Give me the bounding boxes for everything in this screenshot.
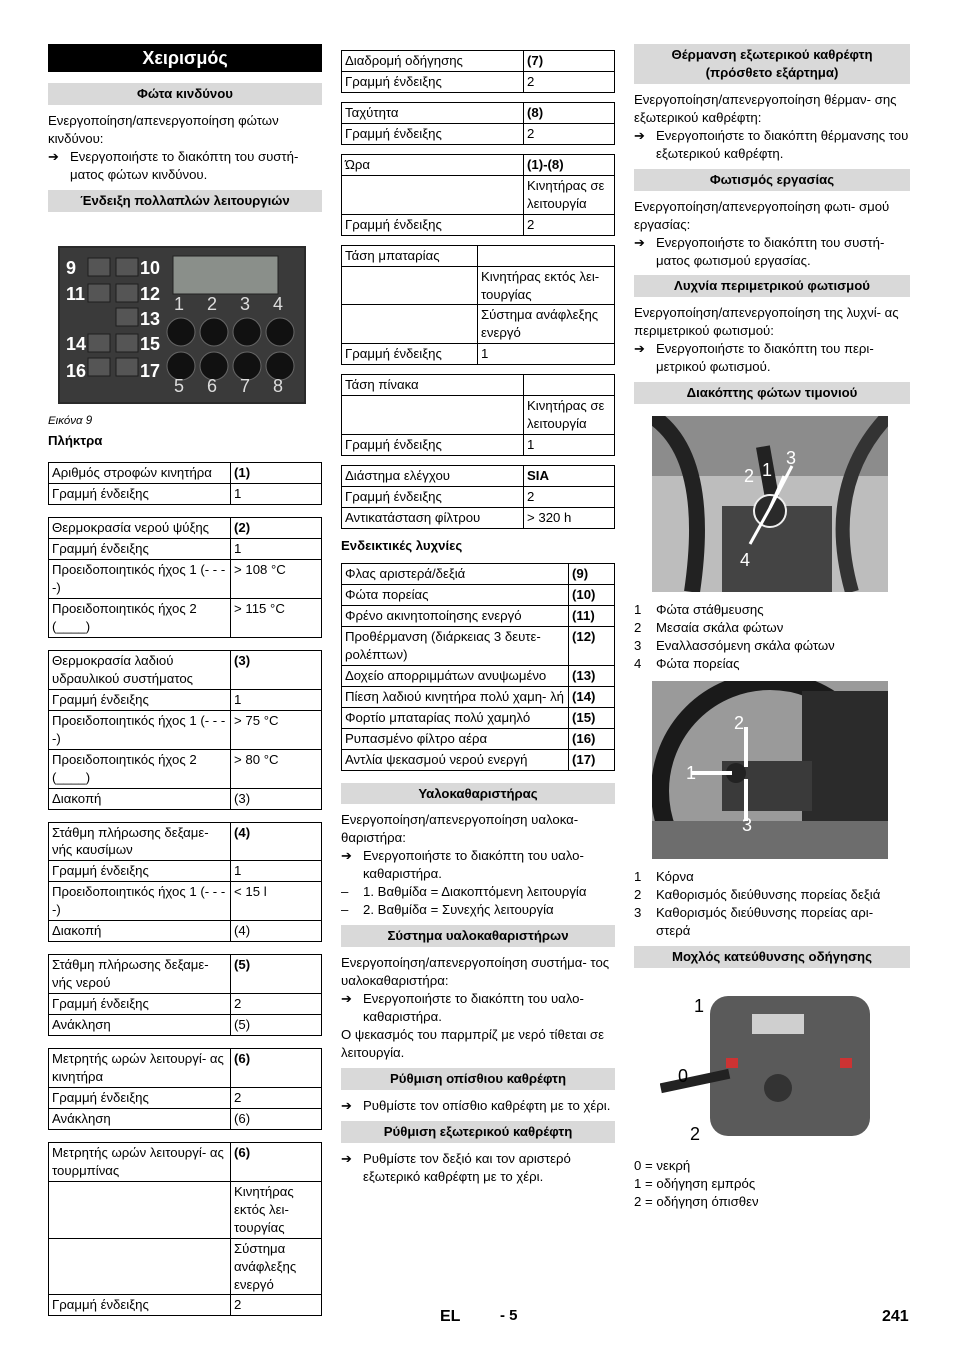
table-row: Φώτα πορείας (10) [342,584,615,605]
table-row: Γραμμή ένδειξης 2 [49,1087,322,1108]
column-3 [634,44,910,1211]
heading-direction-lever: Μοχλός κατεύθυνσης οδήγησης [634,946,910,968]
panel-label: 17 [140,360,161,381]
wiper-step-1: – 1. Βαθμίδα = Διακοπτόμενη λειτουργία [341,884,587,900]
photo-label: 1 [686,762,697,783]
table-row: Γραμμή ένδειξης 2 [342,214,615,235]
list-item: 1 Φώτα στάθμευσης [634,602,764,618]
table-row: Γραμμή ένδειξης 1 [49,484,322,505]
table-row: Θερμοκρασία νερού ψύξης (2) [49,518,322,539]
table-turbine-hours [48,1142,322,1317]
table-row: Προειδοποιητικός ήχος 2 (____) > 80 °C [49,749,322,788]
display-panel-image [48,246,308,404]
table-indicator-lamps [341,563,615,771]
heading-rear-mirror: Ρύθμιση οπίσθιου καθρέφτη [341,1068,615,1090]
direction-lever-image [660,978,880,1148]
arrow-icon: ➔ [634,234,645,250]
table-row: Αντικατάσταση φίλτρου > 320 h [342,508,615,529]
table-row: Προειδοποιητικός ήχος 1 (- - - -) < 15 l [49,882,322,921]
perimeter-text: Ενεργοποίηση/απενεργοποίηση της λυχνί- ας περιμετρικού φωτισμού: [634,305,899,339]
keys-label: Πλήκτρα [48,433,103,449]
panel-label: 3 [240,293,251,314]
table-row: Γραμμή ένδειξης 2 [342,123,615,144]
table-row: Θερμοκρασία λαδιού υδραυλικού συστήματος (3) [49,650,322,689]
table-row: Στάθμη πλήρωσης δεξαμε- νής νερού (5) [49,955,322,994]
table-row: Διαδρομή οδήγησης (7) [342,51,615,72]
arrow-icon: ➔ [341,848,352,864]
table-coolant-temp [48,517,322,638]
table-row: Κινητήρας εκτός λει- τουργίας [342,266,615,305]
table-row: Στάθμη πλήρωσης δεξαμε- νής καυσίμων (4) [49,822,322,861]
arrow-icon: ➔ [341,1097,352,1113]
table-row: Φλας αριστερά/δεξιά (9) [342,563,615,584]
table-service-interval [341,465,615,529]
external-mirror-action: ➔ Ρυθμίστε τον δεξιό και τον αριστερό εξωτερικό καθρέφτη με το χέρι. [341,1150,571,1184]
photo-label: 1 [762,460,773,481]
list-item: 1 Κόρνα [634,868,694,884]
wiper-step-2: – 2. Βαθμίδα = Συνεχής λειτουργία [341,902,554,918]
direction-lever-photo [660,978,910,1153]
panel-label: 13 [140,308,161,329]
arrow-icon: ➔ [341,991,352,1007]
heading-perimeter-lamp: Λυχνία περιμετρικού φωτισμού [634,275,910,297]
heading-steering-light-switch: Διακόπτης φώτων τιμονιού [634,382,910,404]
light-switch-legend [634,601,910,673]
panel-label: 9 [66,257,77,278]
turn-signal-legend [634,868,910,940]
list-item: 3 Εναλλασσόμενη σκάλα φώτων [634,638,835,654]
column-2 [341,38,615,1186]
table-row: Κινητήρας εκτός λει- τουργίας [49,1181,322,1238]
panel-label: 16 [66,360,87,381]
arrow-icon: ➔ [341,1150,352,1166]
light-switch-image [652,416,888,592]
footer-page-number: 241 [882,1308,909,1325]
panel-label: 7 [240,375,251,396]
heating-text: Ενεργοποίηση/απενεργοποίηση θέρμαν- σης εξωτερικού καθρέφτη: [634,91,897,125]
wiper-system-note: Ο ψεκασμός του παρμπρίζ με νερό τίθεται σε λειτουργία. [341,1026,604,1060]
table-row: Διακοπή (4) [49,921,322,942]
table-row: Αντλία ψεκασμού νερού ενεργή (17) [342,749,615,770]
table-row: Ώρα (1)-(8) [342,154,615,175]
rear-mirror-action: ➔ Ρυθμίστε τον οπίσθιο καθρέφτη με το χέρι. [341,1097,611,1113]
lever-forward: 1 = οδήγηση εμπρός [634,1175,756,1191]
panel-label: 8 [273,375,284,396]
panel-label: 15 [140,333,161,354]
photo-label: 2 [734,712,745,733]
table-battery-voltage [341,245,615,366]
table-row: Μετρητής ωρών λειτουργί- ας κινητήρα (6) [49,1049,322,1088]
list-item: 4 Φώτα πορείας [634,656,740,672]
table-engine-speed [48,462,322,505]
table-hydraulic-oil-temp [48,650,322,810]
footer-language: EL [440,1308,461,1325]
figure-caption: Εικόνα 9 [48,414,93,427]
table-row: Σύστημα ανάφλεξης ενεργό [342,305,615,344]
panel-label: 14 [66,333,87,354]
table-row: Ρυπασμένο φίλτρο αέρα (16) [342,728,615,749]
table-row: Τάση πίνακα [342,375,615,396]
steering-switch-photo-2 [652,681,910,864]
panel-label: 11 [66,283,86,304]
photo-label: 2 [690,1123,701,1144]
table-time [341,154,615,236]
panel-label: 1 [174,293,185,314]
lever-neutral: 0 = νεκρή [634,1157,691,1173]
table-row: Προειδοποιητικός ήχος 2 (____) > 115 °C [49,598,322,637]
table-row: Μετρητής ωρών λειτουργί- ας τουρμπίνας (6) [49,1142,322,1181]
arrow-icon: ➔ [48,148,59,164]
table-row: Γραμμή ένδειξης 2 [342,487,615,508]
table-row: Πίεση λαδιού κινητήρα πολύ χαμη- λή (14) [342,686,615,707]
list-item: 2 Καθορισμός διεύθυνσης πορείας δεξιά [634,886,881,902]
heading-mirror-heating: Θέρμανση εξωτερικού καθρέφτη (πρόσθετο εξάρτημα) [634,44,910,84]
table-row: Προειδοποιητικός ήχος 1 (- - - -) > 75 °C [49,710,322,749]
heading-external-mirror: Ρύθμιση εξωτερικού καθρέφτη [341,1121,615,1143]
panel-label: 12 [140,283,161,304]
table-row: Γραμμή ένδειξης 1 [49,539,322,560]
lever-reverse: 2 = οδήγηση όπισθεν [634,1193,759,1209]
panel-label: 4 [273,293,284,314]
column-1 [48,44,322,1316]
table-row: Γραμμή ένδειξης 1 [342,435,615,456]
heating-action: ➔ Ενεργοποιήστε το διακόπτη θέρμανσης του εξωτερικού καθρέφτη. [634,127,909,161]
turn-signal-image [652,681,888,859]
photo-label: 4 [740,550,751,571]
list-item: 3 Καθορισμός διεύθυνσης πορείας αρι- στερά [634,904,874,938]
wiper-system-action: ➔ Ενεργοποιήστε το διακόπτη του υαλο- καθαριστήρα. [341,991,584,1024]
table-row: Ταχύτητα (8) [342,102,615,123]
table-trip [341,50,615,93]
hazard-action: ➔ Ενεργοποιήστε το διακόπτη του συστή- ματος φώτων κινδύνου. [48,148,299,182]
photo-label: 2 [744,466,755,487]
table-row: Γραμμή ένδειξης 2 [49,994,322,1015]
table-row: Φορτίο μπαταρίας πολύ χαμηλό (15) [342,707,615,728]
heading-work-lights: Φωτισμός εργασίας [634,169,910,191]
table-row: Προθέρμανση (διάρκειας 3 δευτε- ρολέπτων) (12) [342,626,615,665]
photo-label: 3 [786,448,797,469]
section-title: Χειρισμός [48,44,322,72]
table-row: Γραμμή ένδειξης 1 [49,861,322,882]
work-lights-text: Ενεργοποίηση/απενεργοποίηση φωτι- σμού εργασίας: [634,198,890,232]
photo-label: 3 [742,814,753,835]
table-row: Γραμμή ένδειξης 1 [342,344,615,365]
figure-9-panel [48,246,322,451]
wiper-system-text: Ενεργοποίηση/απενεργοποίηση συστήμα- τος υαλοκαθαριστήρα: [341,955,610,989]
heading-wiper-system: Σύστημα υαλοκαθαριστήρων [341,925,615,947]
arrow-icon: ➔ [634,341,645,357]
steering-switch-photo-1 [652,416,910,597]
panel-label: 10 [140,257,161,278]
perimeter-action: ➔ Ενεργοποιήστε το διακόπτη του περι- μετρικού φωτισμού. [634,341,874,375]
heading-wiper: Υαλοκαθαριστήρας [341,783,615,805]
wiper-action: ➔ Ενεργοποιήστε το διακόπτη του υαλο- καθαριστήρα. [341,848,584,882]
heading-hazard-lights: Φώτα κινδύνου [48,83,322,105]
table-water-level [48,954,322,1036]
hazard-text: Ενεργοποίηση/απενεργοποίηση φώτων κινδύνου: [48,112,279,146]
photo-label: 1 [694,995,705,1016]
table-row: Γραμμή ένδειξης 2 [49,1295,322,1316]
lamps-label: Ενδεικτικές λυχνίες [341,538,463,554]
heading-multifunction: Ένδειξη πολλαπλών λειτουργιών [48,190,322,212]
table-row: Κινητήρας σε λειτουργία [342,175,615,214]
table-engine-hours [48,1048,322,1130]
table-row: Δοχείο απορριμμάτων ανυψωμένο (13) [342,665,615,686]
table-row: Τάση μπαταρίας [342,245,615,266]
table-speed [341,102,615,145]
panel-label: 5 [174,375,185,396]
table-row: Γραμμή ένδειξης 1 [49,689,322,710]
table-row: Αριθμός στροφών κινητήρα (1) [49,463,322,484]
footer-section-page: - 5 [500,1307,518,1324]
table-board-voltage [341,374,615,456]
wiper-text: Ενεργοποίηση/απενεργοποίηση υαλοκα- θαριστήρα: [341,812,579,846]
panel-label: 2 [207,293,218,314]
table-row: Ανάκληση (6) [49,1108,322,1129]
list-item: 2 Μεσαία σκάλα φώτων [634,620,784,636]
table-row: Ανάκληση (5) [49,1015,322,1036]
table-row: Σύστημα ανάφλεξης ενεργό [49,1238,322,1295]
table-row: Διάστημα ελέγχου SIA [342,466,615,487]
table-row: Γραμμή ένδειξης 2 [342,71,615,92]
photo-label: 0 [678,1065,689,1086]
work-lights-action: ➔ Ενεργοποιήστε το διακόπτη του συστή- ματος φωτισμού εργασίας. [634,234,885,268]
table-fuel-level [48,822,322,943]
table-row: Προειδοποιητικός ήχος 1 (- - - -) > 108 °C [49,560,322,599]
arrow-icon: ➔ [634,127,645,143]
panel-label: 6 [207,375,218,396]
table-row: Φρένο ακινητοποίησης ενεργό (11) [342,605,615,626]
table-row: Διακοπή (3) [49,788,322,809]
table-row: Κινητήρας σε λειτουργία [342,396,615,435]
